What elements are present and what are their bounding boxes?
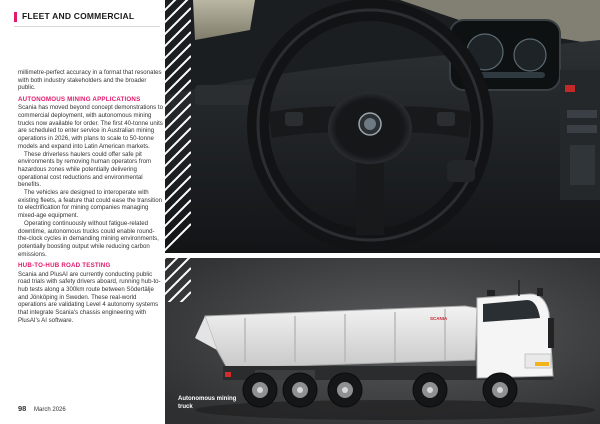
paragraph: Operating continuously without fatigue-related downtime, autonomous trucks could enable round-the-clock cycles in demanding mining environments, potentially boosting output while reducing carbon emissions. xyxy=(18,219,159,258)
subheading-mining: AUTONOMOUS MINING APPLICATIONS xyxy=(18,96,141,104)
photo-caption: Autonomous mining truck xyxy=(178,396,237,410)
diagonal-stripes-decoration xyxy=(165,258,191,302)
section-header xyxy=(14,10,160,27)
cabin-interior-photo xyxy=(165,0,600,253)
page-footer xyxy=(18,404,66,413)
section-title: FLEET AND COMMERCIAL xyxy=(22,11,135,21)
intro-paragraph: millimetre-perfect accuracy in a format that resonates with both industry stakeholders and the broader public. xyxy=(18,69,162,92)
paragraph: The vehicles are designed to interoperate with existing fleets, a feature that could ease the transition to electrification for mining companies managing mixed-age equipment. xyxy=(18,189,162,220)
page-number: 98 xyxy=(18,404,27,413)
text-column xyxy=(0,0,165,424)
truck-badge-text: SCANIA xyxy=(430,316,448,321)
issue-date: March 2026 xyxy=(34,407,66,413)
diagonal-stripes-decoration xyxy=(165,0,191,253)
article-body xyxy=(18,69,164,325)
steering-wheel-illustration xyxy=(165,0,600,253)
paragraph: Scania and PlusAI are currently conducting public road trials with safety drivers aboard, running hub-to-hub tests along a 300km route between Södertälje and Jönköping in Sweden. These real-world operations are validating Level 4 autonomy systems that integrate Scania's chassis engineering with PlusAI's AI software. xyxy=(18,270,161,324)
paragraph: Scania has moved beyond concept demonstrations to commercial deployment, with autonomous mining trucks now available for order. The first 40-tonne units are scheduled to enter service in Australian mining operations in 2026, with plans to scale to 50-tonne models and expand into Latin American markets. xyxy=(18,104,163,150)
paragraph: These driverless haulers could offer safe pit environments by removing human operators from hazardous zones while potentially delivering operational cost reductions and environmental benefits. xyxy=(18,150,152,189)
header-accent-mark xyxy=(14,12,17,22)
subheading-road-testing: HUB-TO-HUB ROAD TESTING xyxy=(18,262,111,270)
